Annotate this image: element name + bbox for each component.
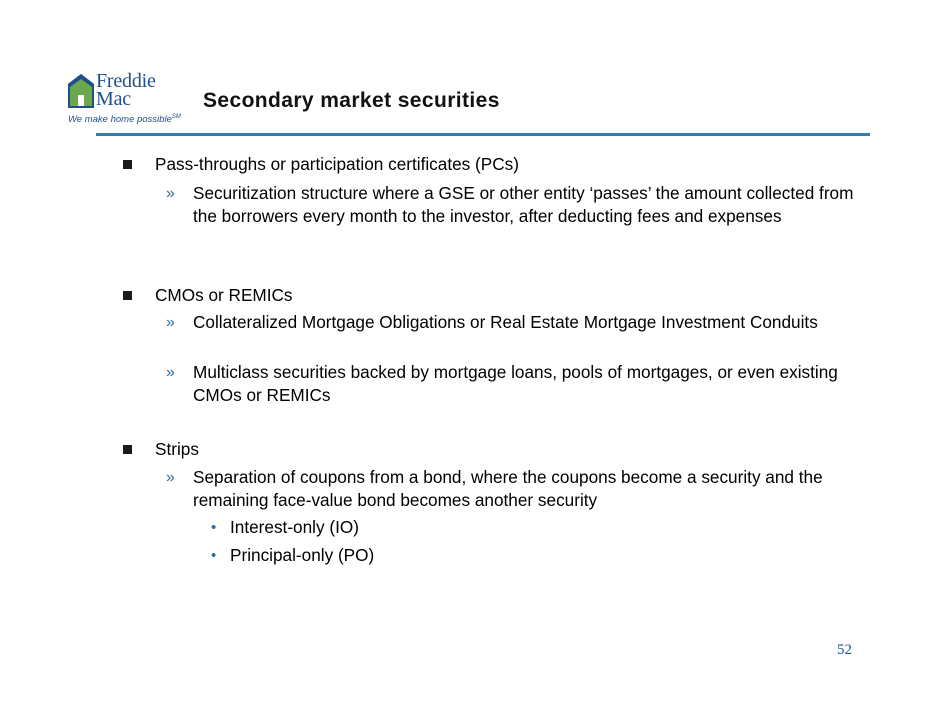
bullet-text: Strips [155, 439, 199, 459]
sub-sub-bullet-text: Principal-only (PO) [230, 545, 375, 565]
house-icon [68, 74, 94, 108]
sub-bullet-text: Separation of coupons from a bond, where the coupons become a security and the remaining face-value bond becomes another security [193, 467, 823, 510]
dot-bullet-icon: • [211, 519, 217, 536]
square-bullet-icon [123, 445, 132, 454]
square-bullet-icon [123, 291, 132, 300]
logo-tagline: We make home possible℠ [68, 114, 181, 126]
sub-bullet-text: Multiclass securities backed by mortgage loans, pools of mortgages, or even existing CMOs or REMICs [193, 362, 838, 405]
bullet-text: Pass-throughs or participation certificates (PCs) [155, 154, 519, 174]
bullet-text: CMOs or REMICs [155, 285, 293, 305]
page-number: 52 [837, 642, 852, 658]
dot-bullet-icon: • [211, 547, 217, 564]
chevron-bullet-icon: » [166, 364, 175, 381]
logo-text-line2: Mac [96, 88, 131, 110]
title-divider [96, 133, 870, 136]
slide-title: Secondary market securities [203, 89, 500, 112]
square-bullet-icon [123, 160, 132, 169]
chevron-bullet-icon: » [166, 314, 175, 331]
freddie-mac-logo [68, 72, 180, 128]
sub-bullet-text: Collateralized Mortgage Obligations or Real Estate Mortgage Investment Conduits [193, 312, 818, 332]
chevron-bullet-icon: » [166, 185, 175, 202]
logo-text-line1: Freddie [96, 70, 156, 92]
sub-sub-bullet-text: Interest-only (IO) [230, 517, 359, 537]
sub-bullet-text: Securitization structure where a GSE or other entity ‘passes’ the amount collected from the borrowers every month to the investor, after deducting fees and expenses [193, 183, 854, 226]
chevron-bullet-icon: » [166, 469, 175, 486]
